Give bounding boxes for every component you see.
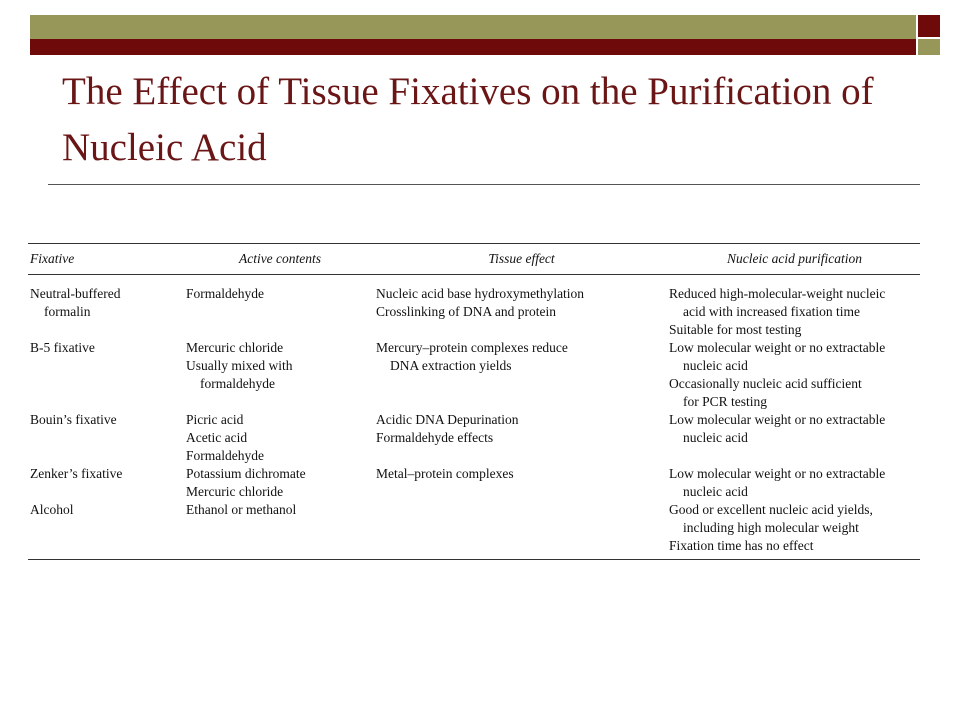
cell-active-contents (184, 411, 374, 465)
cell-line: Formaldehyde effects (376, 430, 494, 445)
cell-tissue-effect (374, 501, 667, 560)
cell-line: Metal–protein complexes (376, 466, 514, 481)
header-fixative: Fixative (28, 244, 184, 275)
cell-line: Crosslinking of DNA and protein (376, 304, 556, 319)
cell-line: Good or excellent nucleic acid yields, (669, 502, 873, 517)
cell-tissue-effect (374, 275, 667, 340)
fixatives-table-container (28, 243, 920, 560)
cell-fixative (28, 339, 184, 411)
cell-line: Picric acid (186, 412, 244, 427)
cell-active-contents (184, 339, 374, 411)
cell-line: Reduced high-molecular-weight nucleic (669, 286, 886, 301)
cell-line: Zenker’s fixative (30, 466, 123, 481)
cell-line: Suitable for most testing (669, 322, 802, 337)
cell-line: Bouin’s fixative (30, 412, 117, 427)
header-active-contents: Active contents (184, 244, 374, 275)
cell-line: Low molecular weight or no extractable (669, 466, 886, 481)
cell-nucleic-acid-purification (667, 501, 920, 560)
header-nucleic-acid-purification: Nucleic acid purification (667, 244, 920, 275)
cell-line: Formaldehyde (186, 448, 264, 463)
cell-line: Acetic acid (186, 430, 248, 445)
cell-fixative (28, 411, 184, 465)
cell-nucleic-acid-purification (667, 275, 920, 340)
cell-line: Occasionally nucleic acid sufficient (669, 376, 862, 391)
cell-line: Nucleic acid base hydroxymethylation (376, 286, 585, 301)
cell-line: for PCR testing (683, 394, 768, 409)
cell-line: Mercuric chloride (186, 484, 284, 499)
cell-line: formaldehyde (200, 376, 275, 391)
table-header-row (28, 244, 920, 275)
cell-line: Low molecular weight or no extractable (669, 340, 886, 355)
cell-active-contents (184, 275, 374, 340)
table-row (28, 275, 920, 340)
cell-line: Formaldehyde (186, 286, 264, 301)
cell-fixative (28, 465, 184, 501)
cell-line: Alcohol (30, 502, 74, 517)
cell-line: DNA extraction yields (390, 358, 512, 373)
cell-fixative (28, 275, 184, 340)
table-row (28, 411, 920, 465)
cell-active-contents (184, 465, 374, 501)
header-square-maroon (918, 15, 940, 37)
cell-line: Mercury–protein complexes reduce (376, 340, 568, 355)
header-tissue-effect: Tissue effect (374, 244, 667, 275)
cell-line: Neutral-buffered (30, 286, 121, 301)
cell-tissue-effect (374, 339, 667, 411)
cell-nucleic-acid-purification (667, 465, 920, 501)
cell-line: nucleic acid (683, 430, 748, 445)
cell-line: Low molecular weight or no extractable (669, 412, 886, 427)
cell-nucleic-acid-purification (667, 411, 920, 465)
header-bar-maroon (30, 39, 916, 55)
cell-line: nucleic acid (683, 484, 748, 499)
cell-tissue-effect (374, 465, 667, 501)
slide-title: The Effect of Tissue Fixatives on the Purification of Nucleic Acid (62, 70, 874, 169)
table-row (28, 465, 920, 501)
table-body (28, 275, 920, 560)
cell-line: including high molecular weight (683, 520, 859, 535)
table-row (28, 339, 920, 411)
cell-line: Ethanol or methanol (186, 502, 297, 517)
fixatives-table (28, 243, 920, 560)
header-bar-olive (30, 15, 916, 39)
cell-line: Fixation time has no effect (669, 538, 814, 553)
title-divider (48, 184, 920, 185)
cell-line: acid with increased fixation time (683, 304, 860, 319)
cell-nucleic-acid-purification (667, 339, 920, 411)
cell-tissue-effect (374, 411, 667, 465)
table-row (28, 501, 920, 560)
cell-line: Mercuric chloride (186, 340, 284, 355)
cell-line: nucleic acid (683, 358, 748, 373)
header-square-olive (918, 39, 940, 55)
cell-line: formalin (44, 304, 91, 319)
cell-line: Potassium dichromate (186, 466, 306, 481)
cell-line: B-5 fixative (30, 340, 95, 355)
cell-line: Acidic DNA Depurination (376, 412, 519, 427)
cell-active-contents (184, 501, 374, 560)
cell-fixative (28, 501, 184, 560)
cell-line: Usually mixed with (186, 358, 293, 373)
